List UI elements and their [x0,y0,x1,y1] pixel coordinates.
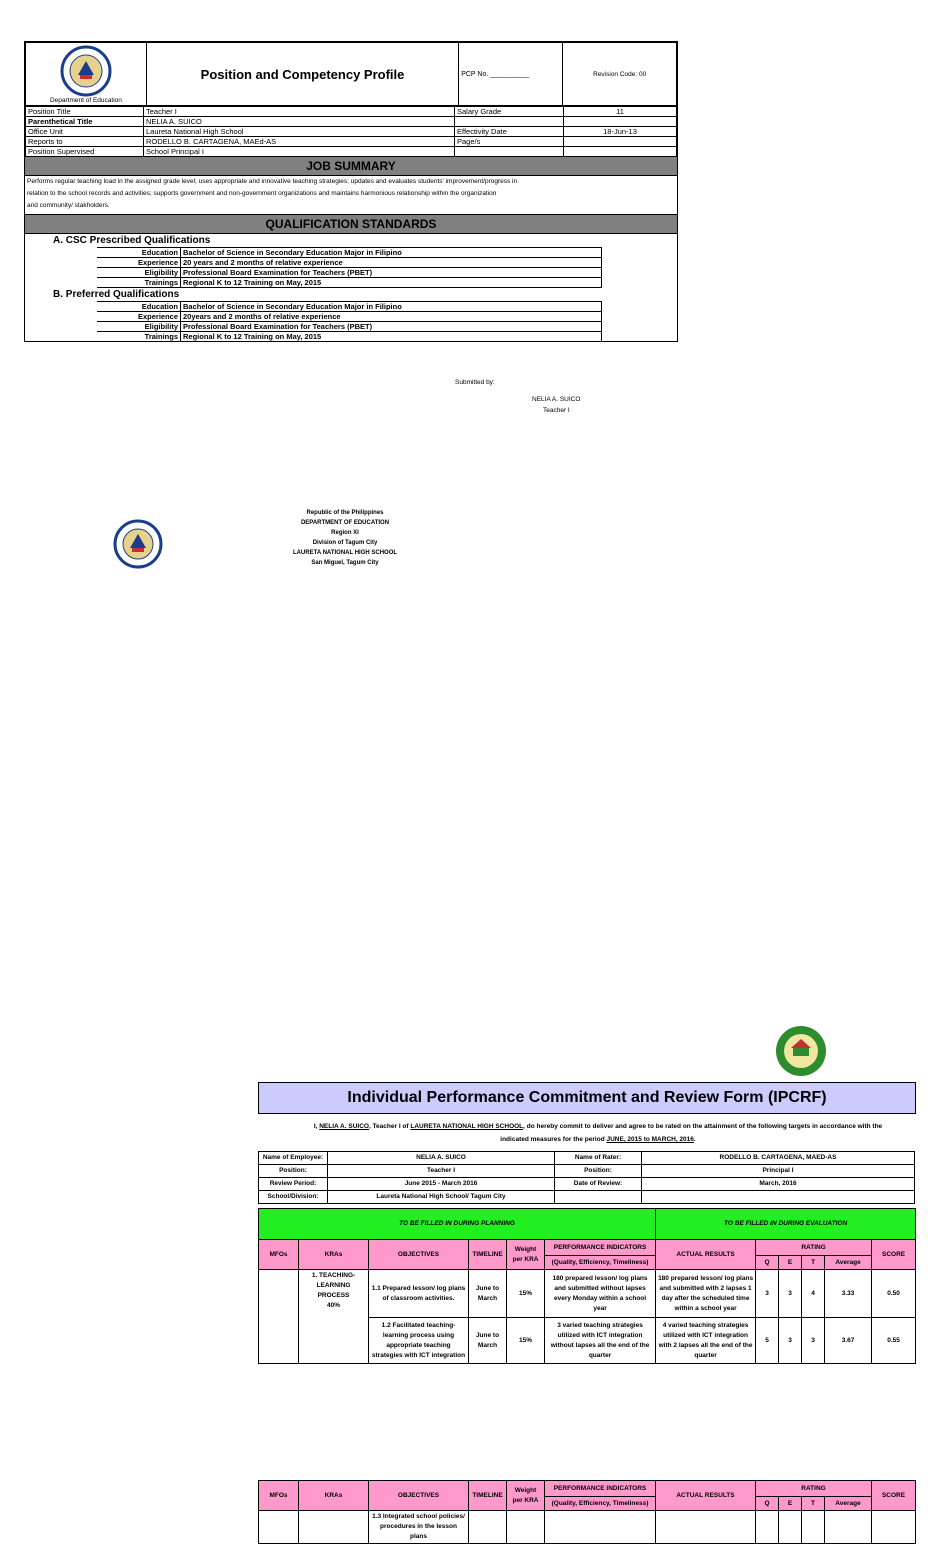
objective-cell: 1.1 Prepared lesson/ log plans of classroom activities. [369,1270,469,1318]
qual-row [97,332,602,342]
qual-key: Eligibility [97,322,181,332]
ipcrf-info-table [258,1151,915,1204]
t-cell: 4 [802,1270,825,1318]
score-cell: 0.55 [872,1318,916,1364]
pcp-row-rlabel: Page/s [455,137,564,147]
revision-code: Revision Code: 00 [563,43,677,106]
qual-row [97,258,602,268]
score-cell: 0.50 [872,1270,916,1318]
timeline-cell: June to March [469,1318,507,1364]
info-value: June 2015 - March 2016 [328,1178,555,1191]
dept-label: Department of Education [49,97,122,104]
header-score: SCORE [872,1240,916,1270]
info-row [259,1191,915,1204]
csc-heading: A. CSC Prescribed Qualifications [53,235,211,246]
pcp-row [26,117,677,127]
pcp-row-value: Teacher I [144,107,455,117]
weight-cell: 15% [507,1318,545,1364]
intro-name: NELIA A. SUICO [319,1123,369,1130]
info-key [555,1191,642,1204]
header-e: E [779,1256,802,1270]
pcp-form [24,41,678,342]
ipcrf-continuation-table [258,1480,916,1544]
qual-key: Trainings [97,278,181,288]
qual-row [97,322,602,332]
q-cell: 3 [756,1270,779,1318]
pcp-row-label: Office Unit [26,127,144,137]
qual-key: Education [97,302,181,312]
header-mfos: MFOs [259,1240,299,1270]
pcp-row-rvalue: 11 [564,107,677,117]
pcp-row [26,127,677,137]
pcp-row-value: RODELLO B. CARTAGENA, MAEd-AS [144,137,455,147]
qual-key: Eligibility [97,268,181,278]
ipcrf-intro [258,1120,938,1146]
t-cell: 3 [802,1318,825,1364]
objective-cell: 1.3 Integrated school policies/ procedures in the lesson plans [369,1511,469,1544]
info-key: Position: [259,1165,328,1178]
header-kras: KRAs [299,1240,369,1270]
intro-text: , Teacher I of [368,1123,411,1130]
header-timeline: TIMELINE [469,1481,507,1511]
submitter-name: NELIA A. SUICO [532,396,581,403]
weight-cell: 15% [507,1270,545,1318]
kra-label: 1. TEACHING-LEARNING PROCESS [311,1272,356,1299]
letterhead-line: Division of Tagum City [312,540,378,546]
pcp-row-label: Parenthetical Title [26,117,144,127]
header-objectives: OBJECTIVES [369,1481,469,1511]
pcp-row-rlabel: Effectivity Date [455,127,564,137]
header-indicators-sub: (Quality, Efficiency, Timeliness) [545,1497,656,1511]
qual-value: 20 years and 2 months of relative experience [181,258,602,268]
info-row [259,1152,915,1165]
header-indicators: PERFORMANCE INDICATORS [545,1240,656,1256]
info-key: School/Division: [259,1191,328,1204]
pcp-row-value: School Principal I [144,147,455,157]
qual-value: Regional K to 12 Training on May, 2015 [181,332,602,342]
ipcrf-main-table [258,1208,916,1364]
preferred-heading: B. Preferred Qualifications [53,289,180,300]
letterhead-line: San Miguel, Tagum City [311,560,379,566]
header-weight: Weight per KRA [507,1240,545,1270]
qual-row [97,248,602,258]
pcp-row-rlabel [455,117,564,127]
header-rating: RATING [756,1240,872,1256]
qual-key: Experience [97,258,181,268]
e-cell: 3 [779,1270,802,1318]
qual-value: Professional Board Examination for Teachers (PBET) [181,268,602,278]
mfo-cell [259,1270,299,1364]
info-value: Laureta National High School/ Tagum City [328,1191,555,1204]
header-weight: Weight per KRA [507,1481,545,1511]
info-row [259,1165,915,1178]
letterhead-line: LAURETA NATIONAL HIGH SCHOOL [292,550,398,556]
qual-value: Regional K to 12 Training on May, 2015 [181,278,602,288]
indicator-cell: 180 prepared lesson/ log plans and submitted without lapses every Monday within a school year [545,1270,656,1318]
qual-row [97,268,602,278]
csc-table [97,247,602,288]
header-average: Average [825,1497,872,1511]
intro-text: I, [313,1123,320,1130]
letterhead-line: DEPARTMENT OF EDUCATION [300,520,390,526]
kra-percent: 40% [326,1302,340,1309]
pcp-row [26,147,677,157]
header-objectives: OBJECTIVES [369,1240,469,1270]
job-summary-text [25,176,677,215]
header-q: Q [756,1497,779,1511]
header-timeline: TIMELINE [469,1240,507,1270]
job-summary-line: Performs regular teaching load in the assigned grade level; uses appropriate and innovative teaching strategies; updates and evaluates students' improvement/progress in [27,178,518,185]
kra-cell [299,1270,369,1364]
objective-cell: 1.2 Facilitated teaching-learning process using appropriate teaching strategies with ICT integration [369,1318,469,1364]
info-value: Principal I [642,1165,915,1178]
qual-row [97,278,602,288]
pcp-row-rvalue [564,147,677,157]
header-t: T [802,1256,825,1270]
pcp-row-value: NELIA A. SUICO [144,117,455,127]
average-cell: 3.67 [825,1318,872,1364]
info-value: NELIA A. SUICO [328,1152,555,1165]
pcp-row-label: Position Title [26,107,144,117]
actual-cell: 4 varied teaching strategies utilized with ICT integration with 2 lapses all the end of the quarter [656,1318,756,1364]
header-e: E [779,1497,802,1511]
header-kras: KRAs [299,1481,369,1511]
qual-row [97,302,602,312]
job-summary-heading: JOB SUMMARY [25,157,677,176]
intro-text: indicated measures for the period [500,1136,607,1143]
header-actual: ACTUAL RESULTS [656,1240,756,1270]
ipcrf-title: Individual Performance Commitment and Review Form (IPCRF) [258,1082,916,1114]
info-key: Review Period: [259,1178,328,1191]
page-title: Position and Competency Profile [146,43,458,106]
header-indicators: PERFORMANCE INDICATORS [545,1481,656,1497]
pcp-row-rvalue: 18-Jun-13 [564,127,677,137]
letterhead-line: Region XI [331,530,359,536]
qual-value: 20years and 2 months of relative experience [181,312,602,322]
submitted-by-label: Submitted by: [455,379,495,386]
header-average: Average [825,1256,872,1270]
job-summary-line: relation to the school records and activities; supports government and non-government organizations and maintains harmonious relationship within the organization [27,190,497,197]
job-summary-line: and community/ stakholders. [27,202,110,209]
indicator-cell: 3 varied teaching strategies utilized with ICT integration without lapses all the end of the quarter [545,1318,656,1364]
letterhead [240,508,906,1540]
intro-school: LAURETA NATIONAL HIGH SCHOOL [410,1123,524,1130]
school-seal-icon [774,1024,828,1078]
intro-text: . [693,1136,696,1143]
table-row [259,1511,916,1544]
actual-cell: 180 prepared lesson/ log plans and submitted with 2 lapses 1 day after the scheduled time within a school year [656,1270,756,1318]
info-key: Name of Employee: [259,1152,328,1165]
table-row [259,1270,916,1318]
header-indicators-sub: (Quality, Efficiency, Timeliness) [545,1256,656,1270]
planning-band: TO BE FILLED IN DURING PLANNING [259,1209,656,1240]
info-value: Teacher I [328,1165,555,1178]
submitter-title: Teacher I [543,407,570,414]
header-rating: RATING [756,1481,872,1497]
info-value: March, 2016 [642,1178,915,1191]
info-key: Date of Review: [555,1178,642,1191]
header-mfos: MFOs [259,1481,299,1511]
qual-row [97,312,602,322]
pcp-row-label: Position Supervised [26,147,144,157]
qual-key: Trainings [97,332,181,342]
qualification-standards-heading: QUALIFICATION STANDARDS [25,215,677,234]
qual-value: Professional Board Examination for Teachers (PBET) [181,322,602,332]
deped-seal-icon [58,45,114,97]
pcp-row-value: Laureta National High School [144,127,455,137]
e-cell: 3 [779,1318,802,1364]
average-cell: 3.33 [825,1270,872,1318]
header-q: Q [756,1256,779,1270]
pcp-row-rlabel [455,147,564,157]
pcp-row-rvalue [564,137,677,147]
qual-value: Bachelor of Science in Secondary Education Major in Filipino [181,248,602,258]
info-value [642,1191,915,1204]
intro-text: , do hereby commit to deliver and agree to be rated on the attainment of the following targets in accordance with the [523,1123,883,1130]
preferred-table [97,301,602,341]
info-row [259,1178,915,1191]
header-actual: ACTUAL RESULTS [656,1481,756,1511]
deped-seal-icon [112,519,164,569]
timeline-cell: June to March [469,1270,507,1318]
qual-key: Experience [97,312,181,322]
q-cell: 5 [756,1318,779,1364]
pcp-row-rlabel: Salary Grade [455,107,564,117]
pcp-row-rvalue [564,117,677,127]
evaluation-band: TO BE FILLED IN DURING EVALUATION [656,1209,916,1240]
header-t: T [802,1497,825,1511]
info-key: Position: [555,1165,642,1178]
letterhead-line: Republic of the Philippines [306,510,384,516]
pcp-row [26,107,677,117]
pcp-no-label: PCP No. __________ [459,43,563,106]
pcp-header-table [25,42,677,106]
info-value: RODELLO B. CARTAGENA, MAED-AS [642,1152,915,1165]
info-key: Name of Rater: [555,1152,642,1165]
header-score: SCORE [872,1481,916,1511]
pcp-row-label: Reports to [26,137,144,147]
pcp-info-table [25,106,677,157]
deped-logo-cell [26,43,147,106]
pcp-row [26,137,677,147]
qual-key: Education [97,248,181,258]
intro-period: JUNE, 2015 to MARCH, 2016 [606,1136,694,1143]
qual-value: Bachelor of Science in Secondary Education Major in Filipino [181,302,602,312]
